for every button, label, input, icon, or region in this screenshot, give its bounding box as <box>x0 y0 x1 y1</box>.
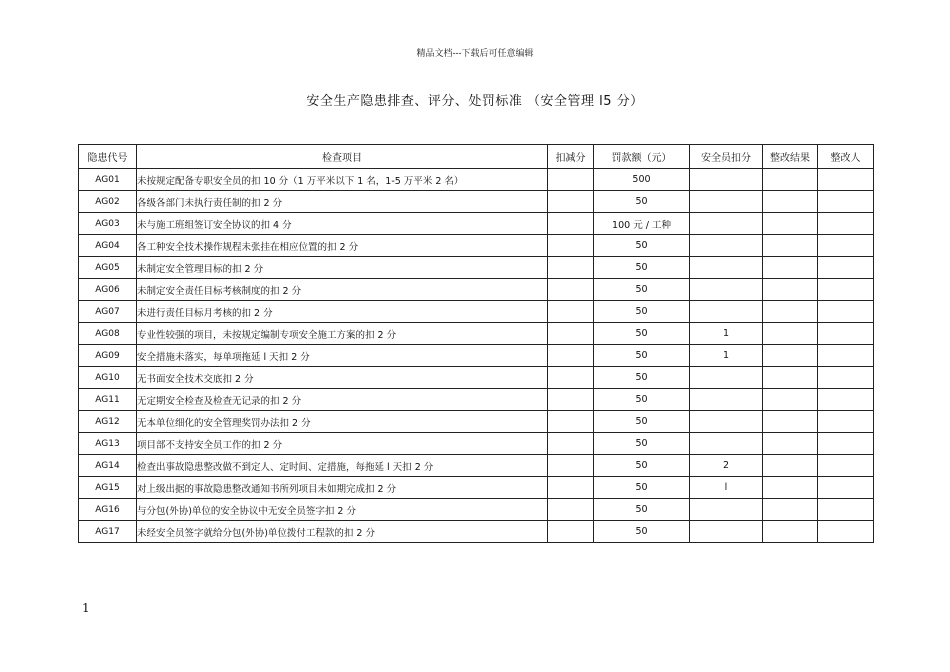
fine-cell: 50 <box>594 345 690 367</box>
person-cell <box>818 455 874 477</box>
officer-deduct-cell: l <box>690 477 763 499</box>
fine-cell: 500 <box>594 169 690 191</box>
check-item-cell: 与分包(外协)单位的安全协议中无安全员签字扣 2 分 <box>137 499 548 521</box>
deduct-cell <box>548 301 594 323</box>
column-header-person: 整改人 <box>818 145 874 169</box>
result-cell <box>763 521 818 543</box>
hazard-code-cell: AG08 <box>79 323 137 345</box>
table-row <box>79 521 874 543</box>
table-row <box>79 235 874 257</box>
officer-deduct-cell <box>690 499 763 521</box>
officer-deduct-cell <box>690 301 763 323</box>
result-cell <box>763 235 818 257</box>
table-row <box>79 323 874 345</box>
person-cell <box>818 433 874 455</box>
table-row <box>79 345 874 367</box>
check-item-cell: 各工种安全技术操作规程未张挂在相应位置的扣 2 分 <box>137 235 548 257</box>
result-cell <box>763 499 818 521</box>
fine-cell: 50 <box>594 323 690 345</box>
table-row <box>79 455 874 477</box>
check-item-cell: 未与施工班组签订安全协议的扣 4 分 <box>137 213 548 235</box>
person-cell <box>818 367 874 389</box>
column-header-result: 整改结果 <box>763 145 818 169</box>
hazard-code-cell: AG14 <box>79 455 137 477</box>
deduct-cell <box>548 323 594 345</box>
check-item-cell: 未进行责任目标月考核的扣 2 分 <box>137 301 548 323</box>
fine-cell: 50 <box>594 455 690 477</box>
page-number: 1 <box>82 601 90 615</box>
fine-cell: 50 <box>594 301 690 323</box>
result-cell <box>763 477 818 499</box>
hazard-code-cell: AG15 <box>79 477 137 499</box>
person-cell <box>818 345 874 367</box>
fine-cell: 50 <box>594 279 690 301</box>
fine-cell: 50 <box>594 367 690 389</box>
check-item-cell: 专业性较强的项目，未按规定编制专项安全施工方案的扣 2 分 <box>137 323 548 345</box>
check-item-cell: 未制定安全责任目标考核制度的扣 2 分 <box>137 279 548 301</box>
result-cell <box>763 257 818 279</box>
check-item-cell: 未制定安全管理目标的扣 2 分 <box>137 257 548 279</box>
table-body <box>79 169 874 543</box>
table-row <box>79 389 874 411</box>
person-cell <box>818 235 874 257</box>
officer-deduct-cell <box>690 257 763 279</box>
result-cell <box>763 169 818 191</box>
result-cell <box>763 213 818 235</box>
hazard-code-cell: AG05 <box>79 257 137 279</box>
check-item-cell: 项目部不支持安全员工作的扣 2 分 <box>137 433 548 455</box>
column-header-item: 检查项目 <box>137 145 548 169</box>
hazard-code-cell: AG01 <box>79 169 137 191</box>
result-cell <box>763 367 818 389</box>
check-item-cell: 安全措施未落实，每单项拖延 l 天扣 2 分 <box>137 345 548 367</box>
hazard-code-cell: AG09 <box>79 345 137 367</box>
deduct-cell <box>548 521 594 543</box>
deduct-cell <box>548 389 594 411</box>
result-cell <box>763 191 818 213</box>
officer-deduct-cell <box>690 213 763 235</box>
fine-cell: 50 <box>594 389 690 411</box>
check-item-cell: 未按规定配备专职安全员的扣 10 分（1 万平米以下 1 名，1-5 万平米 2 名） <box>137 169 548 191</box>
check-item-cell: 未经安全员签字就给分包(外协)单位拨付工程款的扣 2 分 <box>137 521 548 543</box>
hazard-code-cell: AG02 <box>79 191 137 213</box>
officer-deduct-cell <box>690 235 763 257</box>
hazard-table <box>78 144 874 543</box>
deduct-cell <box>548 169 594 191</box>
person-cell <box>818 169 874 191</box>
officer-deduct-cell <box>690 521 763 543</box>
table-row <box>79 499 874 521</box>
hazard-code-cell: AG17 <box>79 521 137 543</box>
deduct-cell <box>548 455 594 477</box>
deduct-cell <box>548 257 594 279</box>
hazard-code-cell: AG10 <box>79 367 137 389</box>
result-cell <box>763 323 818 345</box>
check-item-cell: 无本单位细化的安全管理奖罚办法扣 2 分 <box>137 411 548 433</box>
table-row <box>79 477 874 499</box>
person-cell <box>818 213 874 235</box>
table-row <box>79 169 874 191</box>
officer-deduct-cell: 1 <box>690 345 763 367</box>
fine-cell: 50 <box>594 191 690 213</box>
column-header-deduct: 扣减分 <box>548 145 594 169</box>
person-cell <box>818 477 874 499</box>
person-cell <box>818 279 874 301</box>
table-row <box>79 213 874 235</box>
hazard-code-cell: AG03 <box>79 213 137 235</box>
table-row <box>79 191 874 213</box>
person-cell <box>818 257 874 279</box>
fine-cell: 50 <box>594 477 690 499</box>
table-row <box>79 411 874 433</box>
officer-deduct-cell: 1 <box>690 323 763 345</box>
deduct-cell <box>548 477 594 499</box>
deduct-cell <box>548 191 594 213</box>
person-cell <box>818 323 874 345</box>
person-cell <box>818 411 874 433</box>
fine-cell: 50 <box>594 499 690 521</box>
header-note: 精品文档---下载后可任意编辑 <box>416 49 534 59</box>
deduct-cell <box>548 213 594 235</box>
column-header-officer-deduct: 安全员扣分 <box>690 145 763 169</box>
result-cell <box>763 345 818 367</box>
deduct-cell <box>548 235 594 257</box>
hazard-code-cell: AG06 <box>79 279 137 301</box>
hazard-code-cell: AG07 <box>79 301 137 323</box>
fine-cell: 50 <box>594 433 690 455</box>
person-cell <box>818 301 874 323</box>
officer-deduct-cell <box>690 191 763 213</box>
hazard-code-cell: AG04 <box>79 235 137 257</box>
fine-cell: 100 元 / 工种 <box>594 213 690 235</box>
fine-cell: 50 <box>594 521 690 543</box>
fine-cell: 50 <box>594 411 690 433</box>
check-item-cell: 检查出事故隐患整改做不到定人、定时间、定措施，每拖延 l 天扣 2 分 <box>137 455 548 477</box>
table-row <box>79 279 874 301</box>
deduct-cell <box>548 433 594 455</box>
officer-deduct-cell <box>690 279 763 301</box>
table-header <box>79 145 874 169</box>
person-cell <box>818 499 874 521</box>
deduct-cell <box>548 367 594 389</box>
result-cell <box>763 279 818 301</box>
deduct-cell <box>548 279 594 301</box>
fine-cell: 50 <box>594 235 690 257</box>
table-row <box>79 257 874 279</box>
result-cell <box>763 301 818 323</box>
officer-deduct-cell <box>690 411 763 433</box>
person-cell <box>818 389 874 411</box>
document-title: 安全生产隐患排查、评分、处罚标准 （安全管理 l5 分） <box>306 94 644 109</box>
deduct-cell <box>548 345 594 367</box>
check-item-cell: 无定期安全检查及检查无记录的扣 2 分 <box>137 389 548 411</box>
officer-deduct-cell <box>690 433 763 455</box>
hazard-code-cell: AG11 <box>79 389 137 411</box>
check-item-cell: 无书面安全技术交底扣 2 分 <box>137 367 548 389</box>
table-row <box>79 301 874 323</box>
officer-deduct-cell: 2 <box>690 455 763 477</box>
officer-deduct-cell <box>690 389 763 411</box>
table-row <box>79 367 874 389</box>
officer-deduct-cell <box>690 169 763 191</box>
deduct-cell <box>548 411 594 433</box>
result-cell <box>763 411 818 433</box>
check-item-cell: 对上级出据的事故隐患整改通知书所列项目未如期完成扣 2 分 <box>137 477 548 499</box>
person-cell <box>818 521 874 543</box>
check-item-cell: 各级各部门未执行责任制的扣 2 分 <box>137 191 548 213</box>
officer-deduct-cell <box>690 367 763 389</box>
hazard-code-cell: AG12 <box>79 411 137 433</box>
table-row <box>79 433 874 455</box>
result-cell <box>763 455 818 477</box>
deduct-cell <box>548 499 594 521</box>
column-header-code: 隐患代号 <box>79 145 137 169</box>
column-header-fine: 罚款额（元） <box>594 145 690 169</box>
hazard-code-cell: AG16 <box>79 499 137 521</box>
person-cell <box>818 191 874 213</box>
hazard-code-cell: AG13 <box>79 433 137 455</box>
result-cell <box>763 433 818 455</box>
result-cell <box>763 389 818 411</box>
fine-cell: 50 <box>594 257 690 279</box>
